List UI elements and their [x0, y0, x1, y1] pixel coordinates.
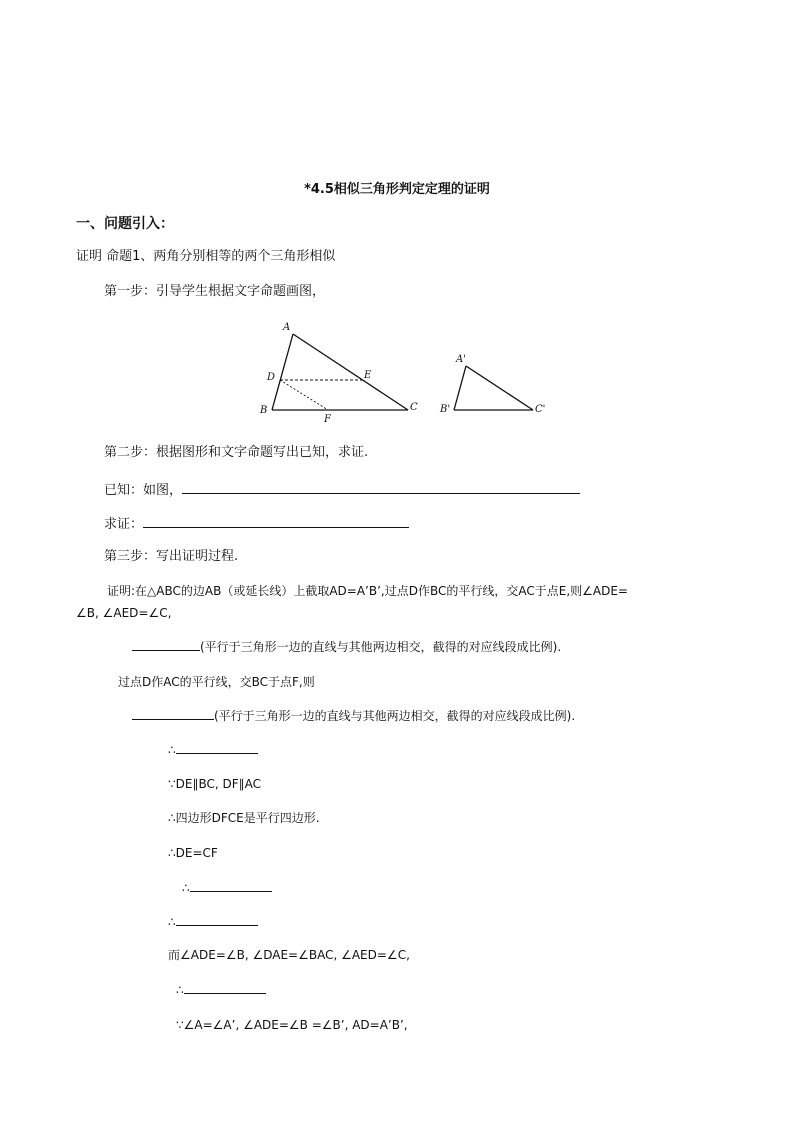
label-b: B [260, 405, 268, 416]
reason2-line [132, 706, 575, 725]
label-c-prime: C' [535, 404, 546, 415]
proposition-text: 证明 命题1、两角分别相等的两个三角形相似 [76, 249, 336, 264]
therefore-blank-1[interactable] [176, 740, 258, 754]
therefore-line-1 [168, 740, 258, 759]
side-ab [272, 334, 293, 410]
given-line [104, 480, 580, 500]
parallelogram-text: ∴四边形DFCE是平行四边形. [168, 811, 320, 825]
proof-line2: ∠B, ∠AED=∠C, [76, 606, 172, 620]
reason2-text: (平行于三角形一边的直线与其他两边相交，截得的对应线段成比例). [214, 709, 576, 723]
prove-line [104, 514, 409, 534]
prove-blank[interactable] [143, 514, 409, 528]
label-e: E [364, 370, 372, 381]
step1-text: 第一步：引导学生根据文字命题画图， [104, 284, 326, 299]
label-c: C [410, 402, 418, 413]
label-d: D [267, 372, 276, 383]
because-parallel-text: ∵DE∥BC, DF∥AC [168, 777, 262, 791]
reason1-line [132, 637, 561, 656]
page-title: *4.5相似三角形判定定理的证明 [304, 182, 490, 197]
label-f: F [324, 414, 331, 425]
therefore-line-4 [176, 980, 266, 999]
proof-line1: 证明:在△ABC的边AB（或延长线）上截取AD=A’B’,过点D作BC的平行线，交AC于点E,则∠ADE= [107, 584, 628, 598]
ratio-blank-2[interactable] [132, 706, 214, 720]
label-b-prime: B' [440, 404, 451, 415]
section-heading: 一、问题引入： [76, 216, 174, 232]
therefore-symbol: ∴ [182, 881, 190, 895]
de-eq-cf-text: ∴DE=CF [168, 846, 218, 860]
label-a-prime: A' [456, 354, 466, 365]
label-a: A [283, 322, 291, 333]
reason1-text: (平行于三角形一边的直线与其他两边相交，截得的对应线段成比例). [200, 640, 562, 654]
side-ac [293, 334, 408, 410]
triangle-abc-figure [250, 318, 430, 428]
therefore-symbol: ∴ [176, 983, 184, 997]
through-d-text: 过点D作AC的平行线，交BC于点F,则 [118, 675, 315, 689]
prove-label: 求证： [104, 517, 144, 532]
given-label: 已知：如图， [104, 483, 183, 498]
angles-line-text: 而∠ADE=∠B, ∠DAE=∠BAC, ∠AED=∠C, [168, 948, 410, 962]
side-a-prime-b-prime [454, 366, 466, 410]
therefore-symbol: ∴ [168, 915, 176, 929]
therefore-blank-2[interactable] [190, 878, 272, 892]
side-a-prime-c-prime [466, 366, 533, 410]
step2-text: 第二步：根据图形和文字命题写出已知，求证. [104, 445, 369, 460]
therefore-line-2 [182, 878, 272, 897]
triangle-abc-prime-figure [436, 350, 556, 420]
step3-text: 第三步：写出证明过程. [104, 549, 239, 564]
given-blank[interactable] [182, 480, 580, 494]
last-line-text: ∵∠A=∠A’, ∠ADE=∠B =∠B’, AD=A’B’, [176, 1018, 408, 1032]
therefore-blank-4[interactable] [184, 980, 266, 994]
ratio-blank-1[interactable] [132, 637, 200, 651]
therefore-symbol: ∴ [168, 743, 176, 757]
therefore-line-3 [168, 912, 258, 931]
segment-df [280, 380, 328, 410]
therefore-blank-3[interactable] [176, 912, 258, 926]
